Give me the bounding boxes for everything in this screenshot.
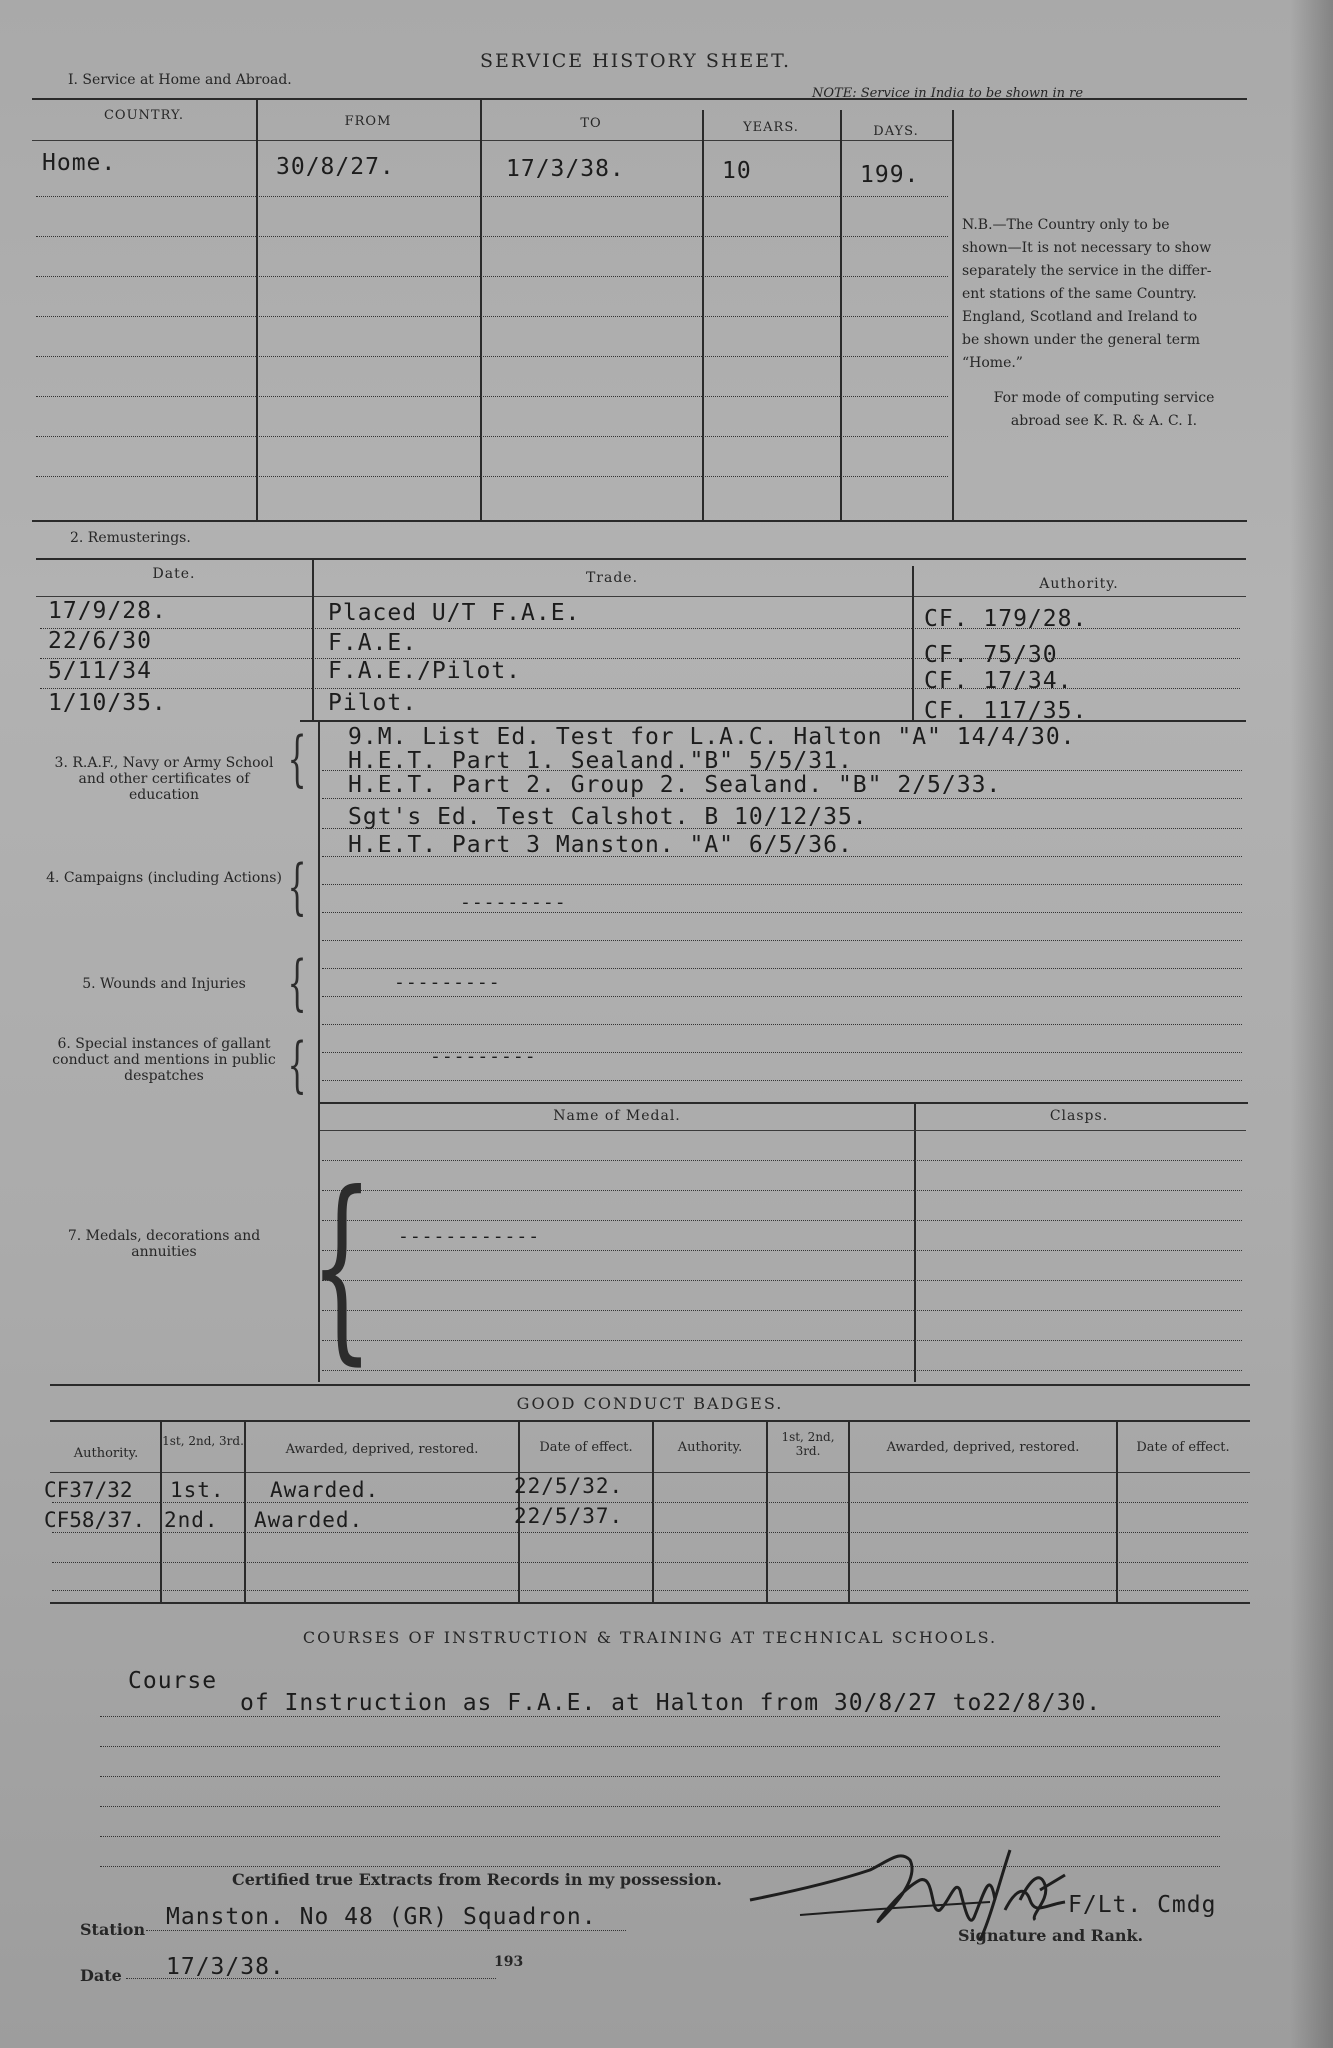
remuster-trade-1: Placed U/T F.A.E.: [328, 600, 581, 626]
section2-label: 2. Remusterings.: [70, 530, 191, 546]
gcb-title: GOOD CONDUCT BADGES.: [516, 1394, 784, 1413]
gcb-order-1: 1st.: [170, 1478, 225, 1502]
date-label: Date: [80, 1966, 122, 1985]
section5-label: 5. Wounds and Injuries: [82, 976, 246, 992]
gcb-order-2: 2nd.: [164, 1508, 219, 1532]
section3-label: 3. R.A.F., Navy or Army School and other certificates of education: [54, 755, 274, 803]
courses-entry: of Instruction as F.A.E. at Halton from 30/8/27 to22/8/30.: [240, 1690, 1102, 1716]
gcb-col-date-2: Date of effect.: [1136, 1440, 1230, 1455]
medals-entry: ------------: [398, 1226, 541, 1247]
courses-entry-word: Course: [128, 1668, 218, 1694]
gcb-col-order: 1st, 2nd, 3rd.: [162, 1434, 244, 1448]
gcb-col-authority-2: Authority.: [677, 1440, 743, 1455]
gcb-col-date: Date of effect.: [539, 1440, 633, 1455]
campaigns-entry: ---------: [460, 892, 567, 913]
section4-label: 4. Campaigns (including Actions): [46, 870, 282, 886]
section1-label: I. Service at Home and Abroad.: [68, 72, 292, 88]
col-country: COUNTRY.: [103, 108, 185, 123]
remuster-auth-3: CF. 17/34.: [924, 668, 1073, 694]
col-days: DAYS.: [873, 124, 919, 139]
date-year-suffix: 193: [494, 1954, 524, 1970]
gcb-col-action: Awarded, deprived, restored.: [285, 1442, 479, 1457]
brace-6: {: [287, 1030, 307, 1100]
signature-flourish: [1000, 1880, 1070, 1920]
remuster-date-3: 5/11/34: [48, 658, 152, 684]
section6-label: 6. Special instances of gallant conduct and mentions in public despatches: [52, 1036, 276, 1084]
signature-label: Signature and Rank.: [958, 1926, 1144, 1945]
col-clasps: Clasps.: [1049, 1108, 1109, 1124]
col-years: YEARS.: [743, 120, 799, 135]
certification-text: Certified true Extracts from Records in my possession.: [232, 1870, 722, 1889]
brace-4: {: [287, 852, 307, 922]
remuster-trade-3: F.A.E./Pilot.: [328, 658, 522, 684]
col-to: TO: [580, 116, 602, 131]
wounds-entry: ---------: [394, 972, 501, 993]
brace-3: {: [287, 724, 307, 794]
section1-note: NOTE: Service in India to be shown in re: [812, 86, 1084, 101]
station-value: Manston. No 48 (GR) Squadron.: [166, 1904, 597, 1930]
remuster-auth-2: CF. 75/30: [924, 642, 1058, 668]
brace-7: {: [309, 1150, 374, 1383]
station-label: Station: [80, 1920, 146, 1939]
col-from: FROM: [344, 114, 392, 129]
edu-cert-4: Sgt's Ed. Test Calshot. B 10/12/35.: [348, 804, 868, 830]
gcb-authority-2: CF58/37.: [44, 1508, 146, 1532]
courses-title: COURSES OF INSTRUCTION & TRAINING AT TECHNICAL SCHOOLS.: [302, 1628, 998, 1647]
edu-cert-5: H.E.T. Part 3 Manston. "A" 6/5/36.: [348, 832, 853, 858]
remuster-auth-4: CF. 117/35.: [924, 698, 1088, 724]
edu-cert-3: H.E.T. Part 2. Group 2. Sealand. "B" 2/5/33.: [348, 772, 1002, 798]
nb-note: N.B.—The Country only to be shown—It is not necessary to show separately the service in the differ- ent stations of the same Country. England, Scotland and Ireland to be shown under the general term “Home.” For mode of computing service abroad see K. R. & A. C. I.: [962, 217, 1215, 429]
gcb-date-1: 22/5/32.: [514, 1474, 624, 1498]
remuster-date-1: 17/9/28.: [48, 598, 167, 624]
section7-label: 7. Medals, decorations and annuities: [67, 1228, 261, 1260]
remuster-trade-2: F.A.E.: [328, 630, 418, 656]
edu-cert-1: 9.M. List Ed. Test for L.A.C. Halton "A" 14/4/30.: [348, 724, 1076, 750]
rank-typed: F/Lt. Cmdg: [1068, 1892, 1217, 1918]
brace-5: {: [287, 948, 307, 1018]
gcb-authority-1: CF37/32: [44, 1478, 133, 1502]
remuster-trade-4: Pilot.: [328, 690, 418, 716]
service-country: Home.: [42, 150, 117, 176]
col-remuster-authority: Authority.: [1039, 576, 1119, 592]
remuster-date-4: 1/10/35.: [48, 690, 167, 716]
gcb-action-1: Awarded.: [270, 1478, 380, 1502]
gcb-col-authority: Authority.: [73, 1446, 139, 1461]
page-edge-shadow: [1290, 0, 1333, 2048]
service-days: 199.: [860, 162, 920, 188]
service-to: 17/3/38.: [506, 156, 625, 182]
gcb-col-action-2: Awarded, deprived, restored.: [886, 1440, 1080, 1455]
service-years: 10: [722, 158, 752, 184]
col-remuster-trade: Trade.: [585, 570, 639, 586]
gallant-entry: ---------: [430, 1046, 537, 1067]
col-remuster-date: Date.: [152, 566, 196, 582]
date-value: 17/3/38.: [166, 1954, 285, 1980]
gcb-action-2: Awarded.: [254, 1508, 364, 1532]
service-from: 30/8/27.: [276, 154, 395, 180]
remuster-date-2: 22/6/30: [48, 628, 152, 654]
gcb-col-order-2: 1st, 2nd, 3rd.: [781, 1430, 835, 1458]
remuster-auth-1: CF. 179/28.: [924, 606, 1088, 632]
gcb-date-2: 22/5/37.: [514, 1504, 624, 1528]
edu-cert-2: H.E.T. Part 1. Sealand."B" 5/5/31.: [348, 748, 853, 774]
page-title: SERVICE HISTORY SHEET.: [480, 50, 792, 72]
col-medal-name: Name of Medal.: [553, 1108, 681, 1124]
